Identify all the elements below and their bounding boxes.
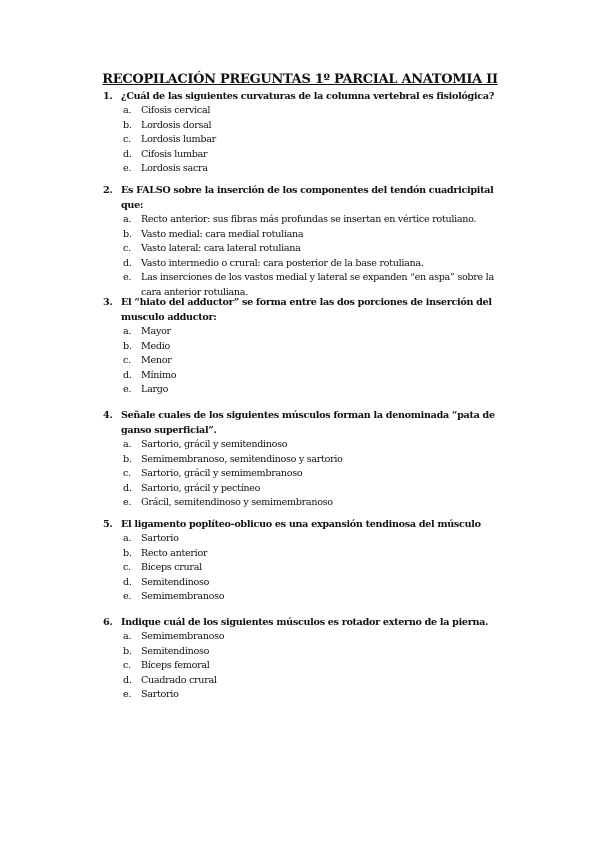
option-item	[103, 242, 503, 257]
option-item	[103, 590, 503, 605]
question-number: 1.	[103, 91, 113, 102]
option-item	[103, 438, 503, 453]
question-heading	[103, 517, 503, 532]
option-text: Las inserciones de los vastos medial y lateral se expanden “en aspa” sobre la cara anterior rotuliana.	[141, 272, 494, 298]
option-text: Mayor	[141, 326, 171, 337]
option-text: Vasto medial: cara medial rotuliana	[141, 228, 304, 240]
option-letter: b.	[123, 340, 132, 352]
option-text: Cifosis lumbar	[141, 148, 208, 160]
option-letter: b.	[123, 228, 132, 240]
question-text: Señale cuales de los siguientes músculos forman la denominada “pata de ganso superficial”.	[121, 410, 495, 436]
option-letter: b.	[123, 119, 132, 131]
option-letter: e.	[123, 384, 132, 395]
option-text: Sartorio, grácil y semitendinoso	[141, 439, 288, 450]
option-text: Cifosis cervical	[141, 105, 211, 116]
question-number: 4.	[103, 410, 113, 421]
option-letter: e.	[123, 591, 132, 602]
option-letter: d.	[123, 576, 132, 588]
option-letter: a.	[123, 105, 132, 116]
option-letter: d.	[123, 674, 132, 686]
question-text: El ligamento poplíteo-oblicuo es una expansión tendinosa del músculo	[121, 519, 481, 530]
option-text: Semimembranoso	[141, 631, 225, 642]
option-item	[103, 340, 503, 355]
option-item	[103, 496, 503, 511]
option-item	[103, 645, 503, 660]
option-text: Mínimo	[141, 369, 177, 381]
option-text: Bíceps femoral	[141, 660, 210, 671]
option-item	[103, 257, 503, 272]
option-item	[103, 453, 503, 468]
option-item	[103, 133, 503, 148]
question-2	[103, 183, 503, 300]
option-item	[103, 674, 503, 689]
option-item	[103, 119, 503, 134]
option-letter: d.	[123, 257, 132, 269]
option-text: Recto anterior: sus fibras más profundas se insertan en vértice rotuliano.	[141, 214, 477, 225]
question-heading	[103, 183, 503, 213]
option-letter: b.	[123, 453, 132, 465]
option-item	[103, 213, 503, 228]
question-heading	[103, 408, 503, 438]
option-text: Semitendinoso	[141, 645, 210, 657]
option-letter: c.	[123, 562, 131, 573]
option-text: Cuadrado crural	[141, 674, 217, 686]
option-letter: a.	[123, 439, 132, 450]
question-4	[103, 408, 503, 511]
option-text: Largo	[141, 384, 169, 395]
option-item	[103, 561, 503, 576]
option-letter: e.	[123, 689, 132, 700]
question-heading	[103, 295, 503, 325]
option-letter: c.	[123, 468, 131, 479]
option-text: Menor	[141, 355, 172, 366]
option-item	[103, 547, 503, 562]
option-text: Lordosis sacra	[141, 163, 208, 174]
option-item	[103, 532, 503, 547]
option-list	[103, 213, 503, 300]
option-text: Semitendinoso	[141, 576, 210, 588]
question-text: Indique cuál de los siguientes músculos es rotador externo de la pierna.	[121, 617, 489, 628]
option-item	[103, 688, 503, 703]
question-5	[103, 517, 503, 605]
option-text: Semimembranoso	[141, 591, 225, 602]
option-item	[103, 659, 503, 674]
option-item	[103, 354, 503, 369]
option-letter: e.	[123, 163, 132, 174]
option-letter: d.	[123, 148, 132, 160]
option-list	[103, 438, 503, 511]
question-text: Es FALSO sobre la inserción de los componentes del tendón cuadricipital que:	[121, 185, 494, 211]
option-item	[103, 325, 503, 340]
option-letter: c.	[123, 355, 131, 366]
question-3	[103, 295, 503, 398]
question-number: 5.	[103, 519, 113, 530]
option-item	[103, 576, 503, 591]
option-letter: d.	[123, 482, 132, 494]
question-number: 2.	[103, 185, 113, 196]
option-letter: b.	[123, 645, 132, 657]
option-text: Recto anterior	[141, 547, 208, 559]
option-item	[103, 104, 503, 119]
option-text: Grácil, semitendinoso y semimembranoso	[141, 497, 333, 508]
option-text: Vasto intermedio o crural: cara posterior de la base rotuliana.	[141, 257, 424, 269]
option-text: Sartorio	[141, 533, 179, 544]
option-list	[103, 630, 503, 703]
option-letter: c.	[123, 660, 131, 671]
question-1	[103, 89, 503, 177]
option-list	[103, 325, 503, 398]
option-letter: b.	[123, 547, 132, 559]
question-text: El “hiato del adductor” se forma entre las dos porciones de inserción del musculo adductor:	[121, 297, 492, 323]
option-letter: a.	[123, 533, 132, 544]
option-item	[103, 630, 503, 645]
option-list	[103, 104, 503, 177]
option-text: Vasto lateral: cara lateral rotuliana	[141, 243, 301, 254]
option-letter: a.	[123, 326, 132, 337]
question-heading	[103, 615, 503, 630]
option-text: Semimembranoso, semitendinoso y sartorio	[141, 453, 343, 465]
option-item	[103, 467, 503, 482]
option-letter: a.	[123, 631, 132, 642]
document-title: RECOPILACIÓN PREGUNTAS 1º PARCIAL ANATOMIA II	[102, 72, 498, 87]
question-number: 3.	[103, 297, 113, 308]
question-text: ¿Cuál de las siguientes curvaturas de la columna vertebral es fisiológica?	[121, 91, 495, 102]
option-text: Lordosis dorsal	[141, 119, 212, 131]
option-text: Sartorio, grácil y semimembranoso	[141, 468, 303, 479]
option-item	[103, 228, 503, 243]
option-text: Sartorio, grácil y pectíneo	[141, 482, 261, 494]
option-letter: e.	[123, 497, 132, 508]
option-text: Medio	[141, 340, 170, 352]
option-item	[103, 482, 503, 497]
option-item	[103, 369, 503, 384]
question-number: 6.	[103, 617, 113, 628]
option-text: Biceps crural	[141, 562, 202, 573]
option-text: Sartorio	[141, 689, 179, 700]
question-heading	[103, 89, 503, 104]
option-list	[103, 532, 503, 605]
option-letter: a.	[123, 214, 132, 225]
option-letter: c.	[123, 243, 131, 254]
option-item	[103, 148, 503, 163]
option-item	[103, 383, 503, 398]
option-letter: c.	[123, 134, 131, 145]
question-6	[103, 615, 503, 703]
option-item	[103, 162, 503, 177]
option-text: Lordosis lumbar	[141, 134, 216, 145]
option-letter: d.	[123, 369, 132, 381]
option-letter: e.	[123, 272, 132, 283]
